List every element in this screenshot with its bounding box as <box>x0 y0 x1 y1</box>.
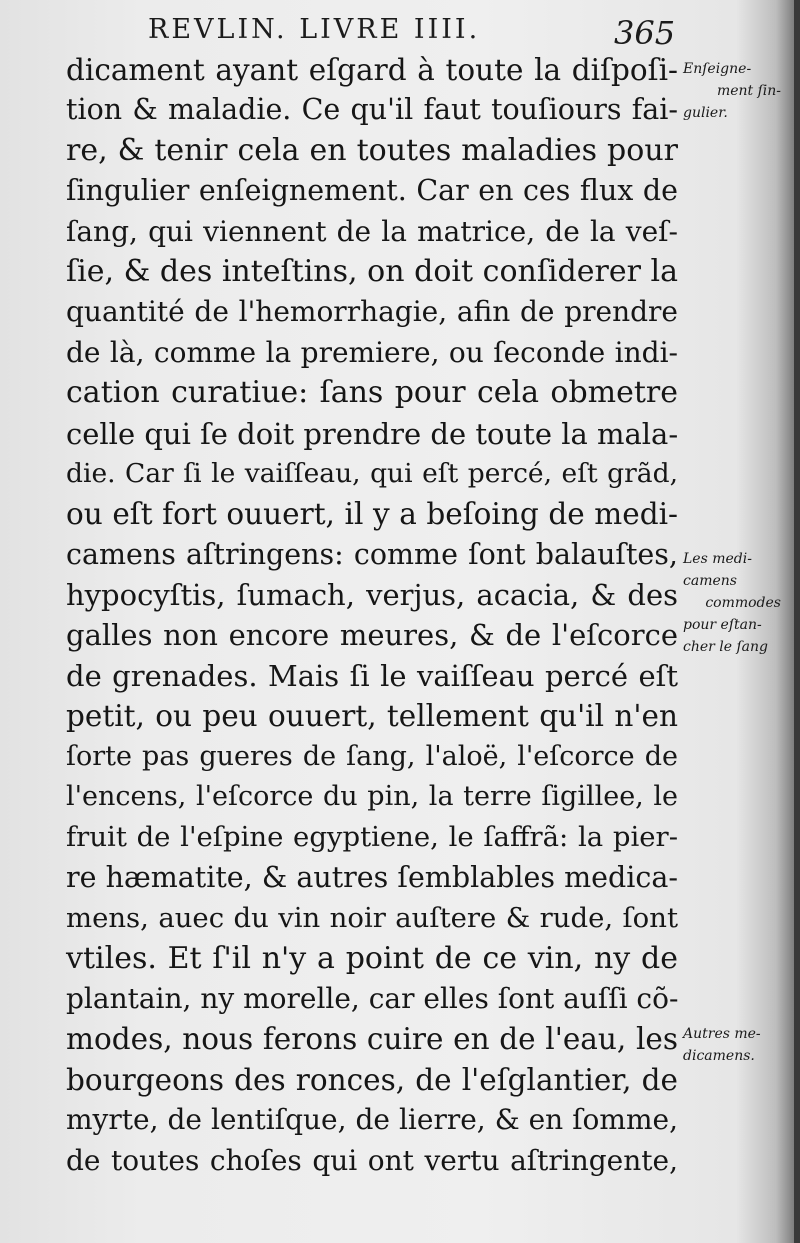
note-line: Enſeigne- <box>683 61 752 77</box>
text-line: die. Car ſi le vaiſſeau, qui eſt percé, eſt grãd, <box>66 457 678 489</box>
note-line: camens <box>683 573 737 589</box>
text-line: re hæmatite, & autres ſemblables medica- <box>66 860 678 894</box>
page-edge-shadow <box>794 0 800 1243</box>
text-line: fruit de l'eſpine egyptiene, le ſaffrã: la pier- <box>66 821 678 854</box>
note-line: commodes <box>705 595 781 611</box>
text-line: ou eſt fort ouuert, il y a beſoing de medi- <box>66 497 678 532</box>
marginal-note-autres <box>683 1023 791 1067</box>
text-line: modes, nous ferons cuire en de l'eau, les <box>66 1022 678 1057</box>
note-line: pour eſtan- <box>683 617 762 633</box>
note-line: ment ſin- <box>716 83 781 99</box>
text-line: hypocyſtis, ſumach, verjus, acacia, & des <box>66 578 678 613</box>
text-line: tion & maladie. Ce qu'il faut touſiours fai- <box>66 93 678 127</box>
text-line: quantité de l'hemorrhagie, afin de prendre <box>66 295 678 329</box>
text-line: re, & tenir cela en toutes maladies pour <box>66 132 678 168</box>
text-line: ſie, & des inteſtins, on doit conſiderer la <box>66 253 678 289</box>
marginal-note-medicamens <box>683 548 791 658</box>
text-line: plantain, ny morelle, car elles ſont auſſi cõ- <box>66 981 679 1015</box>
running-title: REVLIN. LIVRE IIII. <box>148 14 481 45</box>
text-line: de grenades. Mais ſi le vaiſſeau percé eſt <box>66 658 678 693</box>
text-line: camens aſtringens: comme ſont balauſtes, <box>66 537 678 571</box>
page-number: 365 <box>614 14 676 52</box>
text-line: ſorte pas gueres de ſang, l'aloë, l'eſcorce de <box>66 740 678 772</box>
note-line: cher le ſang <box>683 639 769 655</box>
text-line: l'encens, l'eſcorce du pin, la terre ſigillee, le <box>66 781 678 813</box>
text-line: bourgeons des ronces, de l'eſglantier, de <box>66 1062 678 1097</box>
text-line: myrte, de lentiſque, de lierre, & en ſomme, <box>66 1103 678 1137</box>
text-line: ſang, qui viennent de la matrice, de la veſ- <box>66 214 678 248</box>
text-line: petit, ou peu ouuert, tellement qu'il n'en <box>66 699 678 734</box>
note-line: dicamens. <box>683 1048 755 1064</box>
note-line: gulier. <box>683 105 728 121</box>
body-text <box>66 50 678 1181</box>
text-line: mens, auec du vin noir auſtere & rude, ſont <box>66 902 678 935</box>
text-line: de toutes choſes qui ont vertu aſtringente, <box>66 1143 678 1177</box>
text-line: dicament ayant eſgard à toute la diſpoſi- <box>66 53 678 87</box>
text-line: vtiles. Et ſ'il n'y a point de ce vin, ny de <box>66 940 678 976</box>
text-line: galles non encore meures, & de l'eſcorce <box>66 618 678 653</box>
marginal-note-enseignement <box>683 58 791 124</box>
text-line: cation curatiue: ſans pour cela obmetre <box>66 375 678 411</box>
text-line: de là, comme la premiere, ou ſeconde indi- <box>66 335 678 369</box>
text-line: ſingulier enſeignement. Car en ces flux de <box>66 174 678 208</box>
note-line: Les medi- <box>683 551 752 567</box>
note-line: Autres me- <box>683 1026 761 1042</box>
text-line: celle qui ſe doit prendre de toute la mala- <box>66 416 679 451</box>
